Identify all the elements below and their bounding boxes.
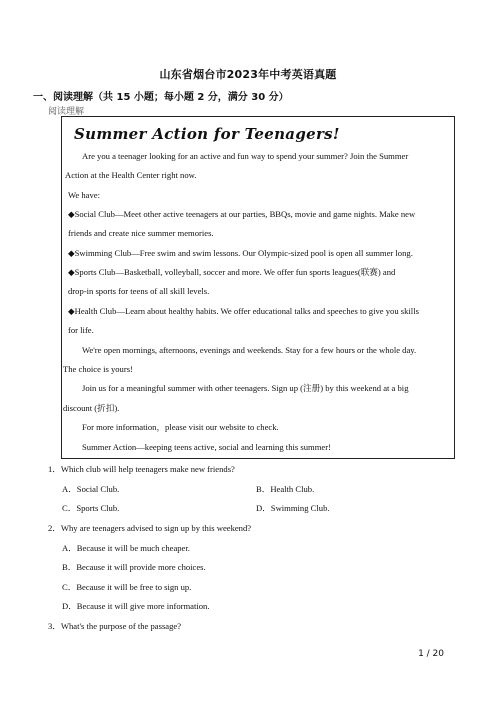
answer-option[interactable]: A．Social Club. <box>62 484 120 494</box>
question-stem: 2．Why are teenagers advised to sign up by this weekend? <box>48 523 252 533</box>
answer-option[interactable]: D．Swimming Club. <box>256 503 330 513</box>
passage-line: We're open mornings, afternoons, evenings and weekends. Stay for a few hours or the whole day. <box>82 345 417 355</box>
passage-line: Are you a teenager looking for an active and fun way to spend your summer? Join the Summer <box>82 151 409 161</box>
passage-line: ◆Health Club—Learn about healthy habits. We offer educational talks and speeches to give you skills <box>68 306 419 316</box>
passage-title: Summer Action for Teenagers! <box>74 125 340 143</box>
answer-option[interactable]: C．Sports Club. <box>62 503 120 513</box>
passage-line: Action at the Health Center right now. <box>65 170 197 180</box>
passage-line: Summer Action—keeping teens active, social and learning this summer! <box>82 442 331 452</box>
section-subheading: 阅读理解 <box>48 107 85 117</box>
passage-line: friends and create nice summer memories. <box>68 228 214 238</box>
passage-line: Join us for a meaningful summer with other teenagers. Sign up (注册) by this weekend at a big <box>82 383 409 393</box>
passage-line: ◆Swimming Club—Free swim and swim lessons. Our Olympic-sized pool is open all summer long. <box>68 248 413 258</box>
passage-line: ◆Sports Club—Basketball, volleyball, soccer and more. We offer fun sports leagues(联赛) and <box>68 267 396 277</box>
passage-line: We have: <box>68 190 100 200</box>
answer-option[interactable]: B．Health Club. <box>256 484 315 494</box>
passage-line: ◆Social Club—Meet other active teenagers at our parties, BBQs, movie and game nights. Make new <box>68 209 416 219</box>
page-number: 1 / 20 <box>418 649 444 659</box>
passage-line: The choice is yours! <box>63 364 133 374</box>
passage-line: discount (折扣). <box>63 403 120 413</box>
passage-line: for life. <box>68 325 94 335</box>
answer-option[interactable]: B．Because it will provide more choices. <box>62 562 206 572</box>
passage-line: drop-in sports for teens of all skill levels. <box>68 286 210 296</box>
answer-option[interactable]: A．Because it will be much cheaper. <box>62 543 190 553</box>
question-stem: 1．Which club will help teenagers make new friends? <box>48 464 235 474</box>
page-title: 山东省烟台市2023年中考英语真题 <box>159 68 337 81</box>
section-heading: 一、阅读理解（共 15 小题；每小题 2 分，满分 30 分） <box>33 92 289 103</box>
answer-option[interactable]: C．Because it will be free to sign up. <box>62 582 192 592</box>
answer-option[interactable]: D．Because it will give more information. <box>62 601 210 611</box>
question-stem: 3．What's the purpose of the passage? <box>48 621 182 631</box>
passage-box <box>61 116 455 459</box>
passage-line: For more information，please visit our website to check. <box>82 422 279 432</box>
